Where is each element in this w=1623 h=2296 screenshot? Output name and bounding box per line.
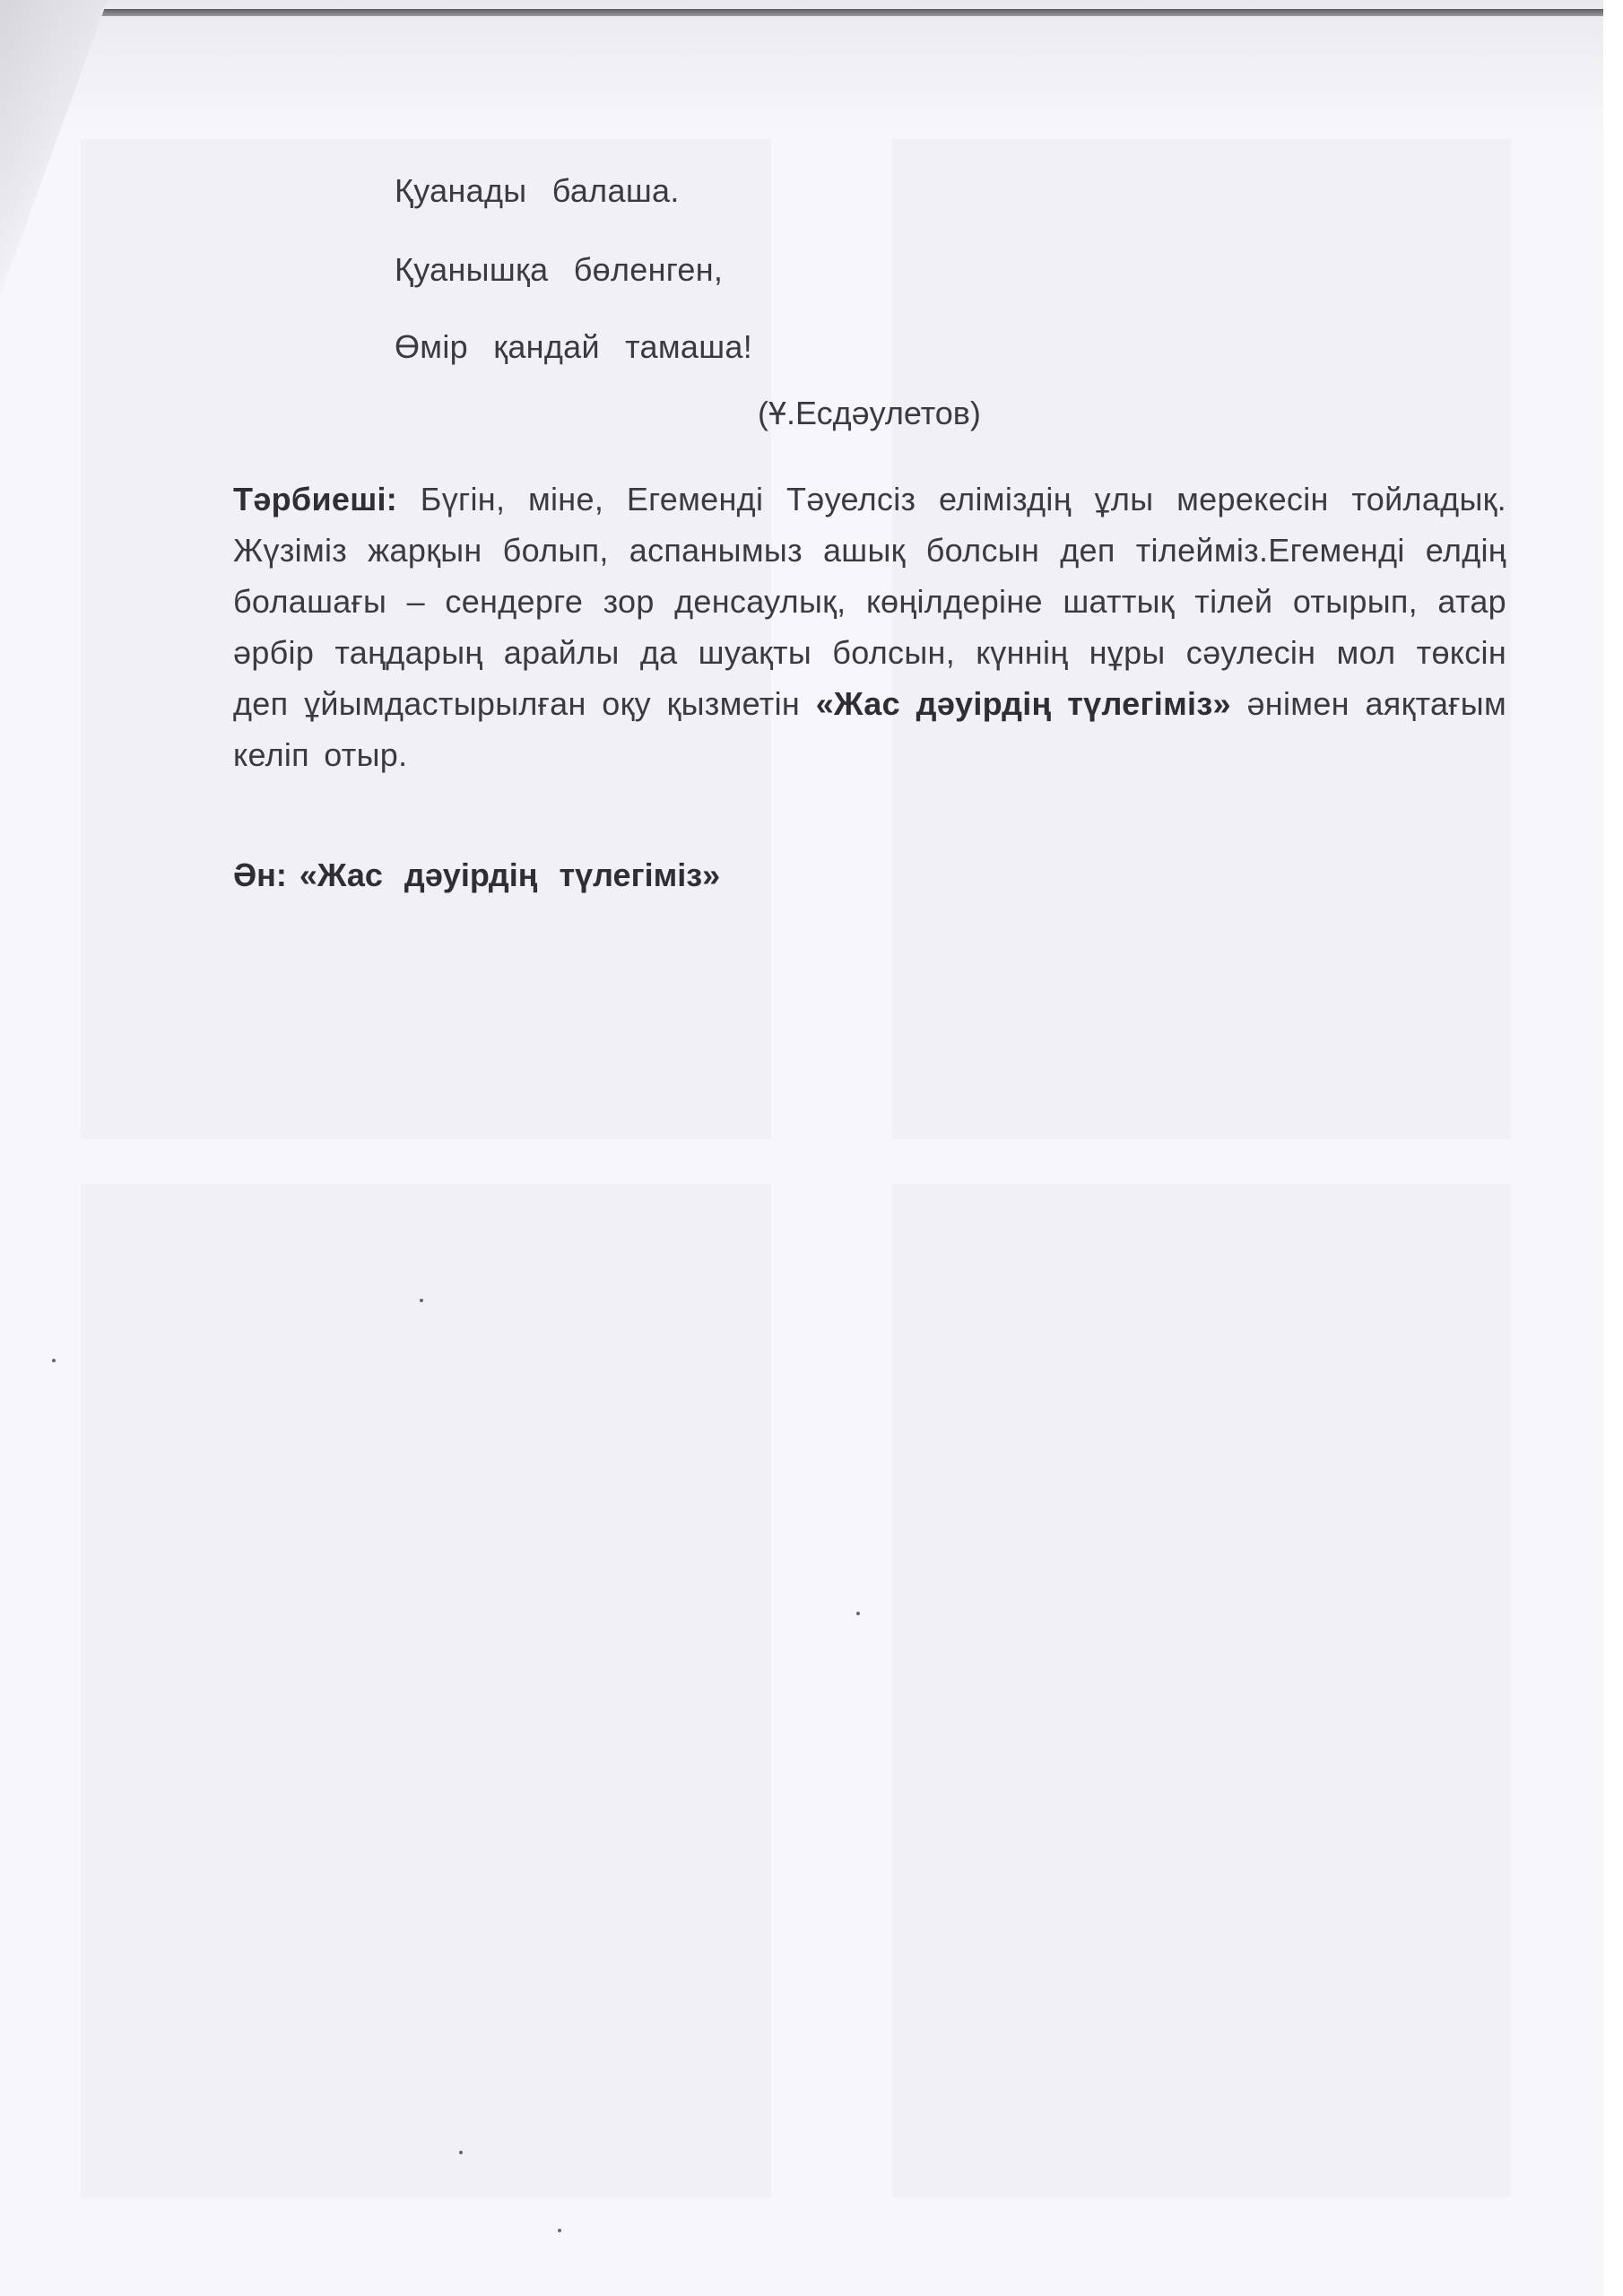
poem-line: Қуанады балаша. xyxy=(395,172,680,209)
poem-author: (Ұ.Есдәулетов) xyxy=(758,395,981,431)
song-label: Ән: xyxy=(233,857,287,893)
scan-speck xyxy=(459,2151,463,2154)
scan-top-shade xyxy=(0,0,1623,135)
scan-background-tile xyxy=(81,1184,771,2197)
scan-speck xyxy=(52,1359,56,1362)
scan-top-edge xyxy=(90,9,1623,16)
speaker-label: Тәрбиеші: xyxy=(233,481,398,517)
scan-speck xyxy=(558,2229,561,2232)
song-title: «Жас дәуірдің түлегіміз» xyxy=(299,857,721,893)
poem-line: Қуанышқа бөленген, xyxy=(395,251,724,288)
scan-background-tile xyxy=(892,1184,1511,2197)
poem-line: Өмір қандай тамаша! xyxy=(395,328,753,365)
paragraph-text-end: әнімен аяқтағым келіп отыр. xyxy=(233,685,1507,773)
song-line xyxy=(233,857,720,894)
teacher-paragraph xyxy=(233,474,1506,780)
scan-speck xyxy=(420,1299,423,1302)
paragraph-text: Бүгін, міне, Егеменді Тәуелсіз еліміздің ұлы мерекесін тойладық. Жүзіміз жарқын болып, аспанымыз ашық болсын деп тілейміз.Егеменді елдің болашағы – сендерге зор денсаулық, көңілдеріне шаттық тілей отырып, атар әрбір таңдарың арайлы да шуақты болсын, күннің нұры сәулесін мол төксін деп ұйымдастырылған оқу қызметін xyxy=(233,481,1506,722)
scan-right-edge xyxy=(1603,0,1623,2296)
song-reference: «Жас дәуірдің түлегіміз» xyxy=(815,685,1231,722)
scan-speck xyxy=(856,1612,860,1615)
